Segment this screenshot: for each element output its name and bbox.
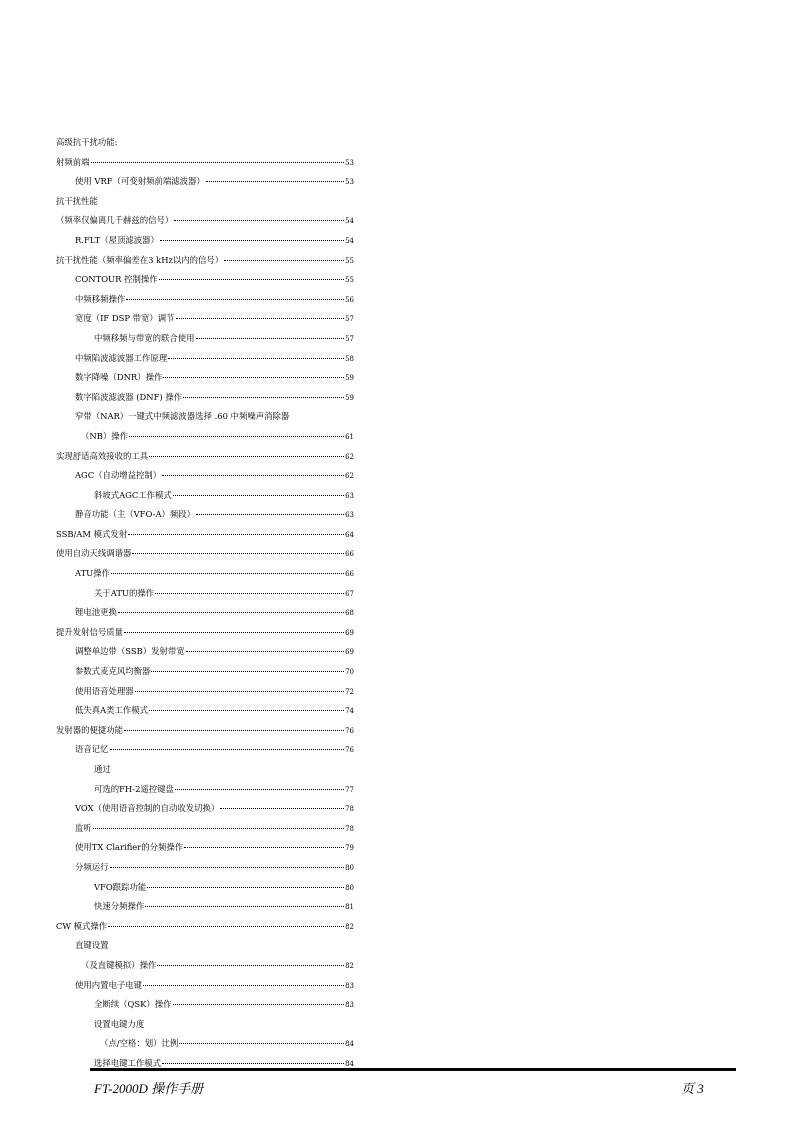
toc-leader-dots (124, 729, 344, 731)
toc-leader-dots (110, 748, 345, 750)
toc-leader-dots (145, 905, 344, 907)
toc-entry-page: 62 (345, 472, 354, 481)
toc-entry-title: 设置电键力度 (94, 1018, 145, 1029)
toc-entry-page: 68 (345, 609, 354, 618)
toc-entry-title: 斜坡式AGC工作模式 (94, 489, 172, 500)
toc-entry[interactable] (56, 740, 354, 760)
toc-leader-dots (206, 180, 344, 182)
toc-entry-title: 窄带（NAR）一键式中频滤波器选择 .60 中频噪声消除器 (75, 411, 290, 422)
toc-entry-page: 53 (345, 158, 354, 167)
toc-entry-title: 选择电键工作模式 (94, 1057, 161, 1068)
toc-entry-page: 63 (345, 491, 354, 500)
toc-entry-title: CW 模式操作 (56, 920, 108, 931)
toc-entry-title: 使用语音处理器 (75, 685, 134, 696)
toc-entry-page: 63 (345, 511, 354, 520)
toc-entry-title: 中频移频与带宽的联合使用 (94, 332, 195, 343)
toc-entry-title: 提升发射信号质量 (56, 626, 123, 637)
toc-entry-page: 61 (345, 432, 354, 441)
toc-entry[interactable] (56, 642, 354, 662)
toc-leader-dots (159, 278, 344, 280)
toc-leader-dots (224, 259, 344, 261)
toc-entry[interactable] (56, 407, 354, 427)
toc-leader-dots (143, 984, 344, 986)
toc-entry-title: 使用TX Clarifier的分频操作 (75, 842, 184, 853)
toc-entry-title: 抗干扰性能 (56, 195, 98, 206)
toc-entry[interactable] (56, 211, 354, 231)
toc-leader-dots (173, 494, 344, 496)
toc-entry[interactable] (56, 976, 354, 996)
toc-leader-dots (162, 1062, 344, 1064)
toc-entry-page: 78 (345, 824, 354, 833)
toc-entry[interactable] (56, 349, 354, 369)
toc-entry-title: （NB）操作 (81, 430, 128, 441)
toc-leader-dots (128, 533, 344, 535)
toc-leader-dots (175, 788, 344, 790)
toc-entry[interactable] (56, 760, 354, 780)
toc-entry-page: 57 (345, 334, 354, 343)
toc-entry-page: 56 (345, 295, 354, 304)
toc-leader-dots (174, 219, 344, 221)
toc-entry[interactable] (56, 486, 354, 506)
toc-entry-page: 78 (345, 805, 354, 814)
toc-leader-dots (108, 925, 344, 927)
toc-entry[interactable] (56, 153, 354, 173)
toc-entry[interactable] (56, 838, 354, 858)
toc-entry-title: 使用内置电子电键 (75, 979, 142, 990)
toc-entry-page: 77 (345, 785, 354, 794)
toc-entry-title: 发射器的便捷功能 (56, 724, 123, 735)
toc-entry-title: 通过 (94, 764, 111, 774)
toc-entry-page: 64 (345, 530, 354, 539)
toc-leader-dots (184, 846, 344, 848)
toc-entry-title: R.FLT（屋顶滤波器） (75, 234, 159, 245)
toc-entry[interactable] (56, 251, 354, 271)
toc-entry[interactable] (56, 701, 354, 721)
toc-leader-dots (162, 474, 344, 476)
toc-leader-dots (147, 886, 344, 888)
toc-leader-dots (155, 592, 344, 594)
toc-entry-page: 83 (345, 1001, 354, 1010)
toc-entry-title: 分频运行 (75, 861, 109, 872)
toc-entry[interactable] (56, 819, 354, 839)
toc-leader-dots (124, 631, 344, 633)
toc-entry-title: 使用 VRF（可变射频前端滤波器） (75, 176, 205, 187)
toc-entry-title: （及直键模拟）操作 (81, 959, 157, 970)
toc-entry-page: 59 (345, 393, 354, 402)
toc-entry[interactable] (56, 623, 354, 643)
toc-entry[interactable] (56, 427, 354, 447)
toc-entry-title: 数字降噪（DNR）操作 (75, 372, 163, 383)
toc-entry[interactable] (56, 466, 354, 486)
toc-entry[interactable] (56, 133, 354, 153)
toc-entry-page: 76 (345, 746, 354, 755)
toc-entry-page: 66 (345, 550, 354, 559)
table-of-contents (56, 133, 354, 1074)
toc-entry-page: 83 (345, 981, 354, 990)
toc-leader-dots (151, 670, 344, 672)
toc-leader-dots (163, 376, 344, 378)
toc-entry-title: CONTOUR 控制操作 (75, 274, 158, 285)
toc-entry[interactable] (56, 505, 354, 525)
toc-entry-title: 使用自动天线调谐器 (56, 548, 132, 559)
toc-leader-dots (129, 435, 344, 437)
toc-entry-title: 实现舒适高效接收的工具 (56, 450, 149, 461)
toc-entry-title: （点/空格：划）比例 (100, 1038, 179, 1049)
toc-leader-dots (173, 1003, 345, 1005)
toc-entry[interactable] (56, 682, 354, 702)
toc-entry-page: 62 (345, 452, 354, 461)
toc-entry-title: 低失真A类工作模式 (75, 705, 149, 716)
toc-entry-page: 58 (345, 354, 354, 363)
toc-entry-page: 72 (345, 687, 354, 696)
toc-leader-dots (91, 161, 345, 163)
toc-entry[interactable] (56, 603, 354, 623)
toc-entry[interactable] (56, 388, 354, 408)
toc-entry-title: VOX（使用语音控制的自动收发切换） (75, 803, 220, 814)
toc-entry-title: 监听 (75, 822, 92, 833)
toc-entry-title: 宽度（IF DSP 带宽）调节 (75, 313, 175, 324)
toc-entry-title: 快速分频操作 (94, 901, 145, 912)
toc-entry-title: 全断续（QSK）操作 (94, 999, 172, 1010)
toc-entry[interactable] (56, 329, 354, 349)
toc-entry-title: ATU操作 (75, 568, 110, 579)
toc-entry-title: 可选的FH-2遥控键盘 (94, 783, 174, 794)
toc-entry-page: 69 (345, 648, 354, 657)
toc-entry[interactable] (56, 780, 354, 800)
toc-entry-page: 54 (345, 217, 354, 226)
footer-manual-title: FT-2000D 操作手册 (94, 1081, 204, 1096)
toc-entry[interactable] (56, 897, 354, 917)
toc-entry-page: 54 (345, 236, 354, 245)
toc-leader-dots (220, 807, 344, 809)
toc-entry-title: 直键设置 (75, 940, 109, 951)
toc-entry-title: 数字陷波滤波器 (DNF) 操作 (75, 391, 183, 402)
toc-entry-title: 调整单边带（SSB）发射带宽 (75, 646, 185, 657)
toc-entry-title: 高级抗干扰功能: (56, 137, 118, 147)
toc-leader-dots (168, 357, 344, 359)
toc-entry[interactable] (56, 368, 354, 388)
toc-leader-dots (183, 396, 344, 398)
toc-entry-page: 55 (345, 276, 354, 285)
toc-entry[interactable] (56, 525, 354, 545)
toc-entry[interactable] (56, 270, 354, 290)
toc-entry-page: 70 (345, 668, 354, 677)
toc-entry-title: VFO跟踪功能 (94, 881, 147, 892)
toc-entry-page: 59 (345, 374, 354, 383)
toc-entry-page: 66 (345, 570, 354, 579)
toc-entry[interactable] (56, 858, 354, 878)
toc-entry[interactable] (56, 544, 354, 564)
toc-entry-title: 语音记忆 (75, 744, 109, 755)
toc-entry[interactable] (56, 878, 354, 898)
toc-entry-page: 55 (345, 256, 354, 265)
toc-entry[interactable] (56, 231, 354, 251)
toc-entry-page: 84 (345, 1040, 354, 1049)
toc-leader-dots (111, 572, 344, 574)
toc-entry-page: 69 (345, 628, 354, 637)
toc-entry[interactable] (56, 172, 354, 192)
toc-entry-page: 76 (345, 726, 354, 735)
toc-entry-title: 抗干扰性能（频率偏差在3 kHz以内的信号） (56, 254, 224, 265)
toc-entry-page: 84 (345, 1059, 354, 1068)
toc-leader-dots (149, 709, 344, 711)
toc-entry[interactable] (56, 995, 354, 1015)
toc-entry[interactable] (56, 447, 354, 467)
toc-entry[interactable] (56, 917, 354, 937)
toc-leader-dots (135, 690, 344, 692)
toc-entry[interactable] (56, 936, 354, 956)
toc-entry-title: 中频陷波滤波器工作原理 (75, 352, 168, 363)
toc-entry-title: 参数式麦克风均衡器 (75, 666, 151, 677)
toc-leader-dots (118, 611, 344, 613)
toc-entry-title: 锂电池更换 (75, 607, 117, 618)
toc-entry-page: 53 (345, 178, 354, 187)
toc-entry-page: 57 (345, 315, 354, 324)
toc-entry-title: AGC（自动增益控制） (75, 470, 162, 481)
toc-entry-page: 82 (345, 922, 354, 931)
toc-entry[interactable] (56, 564, 354, 584)
toc-entry-title: 射频前端 (56, 156, 90, 167)
toc-entry-title: （频率仅偏离几千赫兹的信号） (56, 215, 174, 226)
toc-entry[interactable] (56, 721, 354, 741)
toc-leader-dots (110, 866, 345, 868)
toc-entry-title: 静音功能（主（VFO-A）频段） (75, 509, 196, 520)
toc-leader-dots (132, 552, 344, 554)
toc-entry[interactable] (56, 956, 354, 976)
footer-divider (90, 1068, 736, 1071)
toc-entry-page: 74 (345, 707, 354, 716)
toc-leader-dots (179, 1042, 344, 1044)
toc-leader-dots (126, 298, 344, 300)
toc-leader-dots (196, 337, 345, 339)
toc-entry[interactable] (56, 1034, 354, 1054)
toc-entry-title: 中频移频操作 (75, 293, 126, 304)
toc-entry[interactable] (56, 1015, 354, 1035)
footer-page-number: 页 3 (681, 1081, 704, 1096)
toc-entry[interactable] (56, 290, 354, 310)
toc-leader-dots (186, 650, 344, 652)
toc-entry[interactable] (56, 799, 354, 819)
toc-leader-dots (160, 239, 344, 241)
toc-leader-dots (196, 513, 344, 515)
toc-entry-page: 80 (345, 863, 354, 872)
toc-leader-dots (93, 827, 344, 829)
toc-leader-dots (157, 964, 344, 966)
toc-entry-page: 67 (345, 589, 354, 598)
toc-entry-title: 关于ATU的操作 (94, 587, 155, 598)
toc-entry-page: 81 (345, 903, 354, 912)
toc-entry[interactable] (56, 309, 354, 329)
toc-leader-dots (149, 455, 344, 457)
toc-entry[interactable] (56, 662, 354, 682)
toc-entry-page: 80 (345, 883, 354, 892)
toc-entry-title: SSB/AM 模式发射 (56, 528, 128, 539)
toc-entry[interactable] (56, 584, 354, 604)
toc-entry-page: 82 (345, 961, 354, 970)
toc-entry[interactable] (56, 192, 354, 212)
toc-entry-page: 79 (345, 844, 354, 853)
toc-leader-dots (176, 317, 345, 319)
